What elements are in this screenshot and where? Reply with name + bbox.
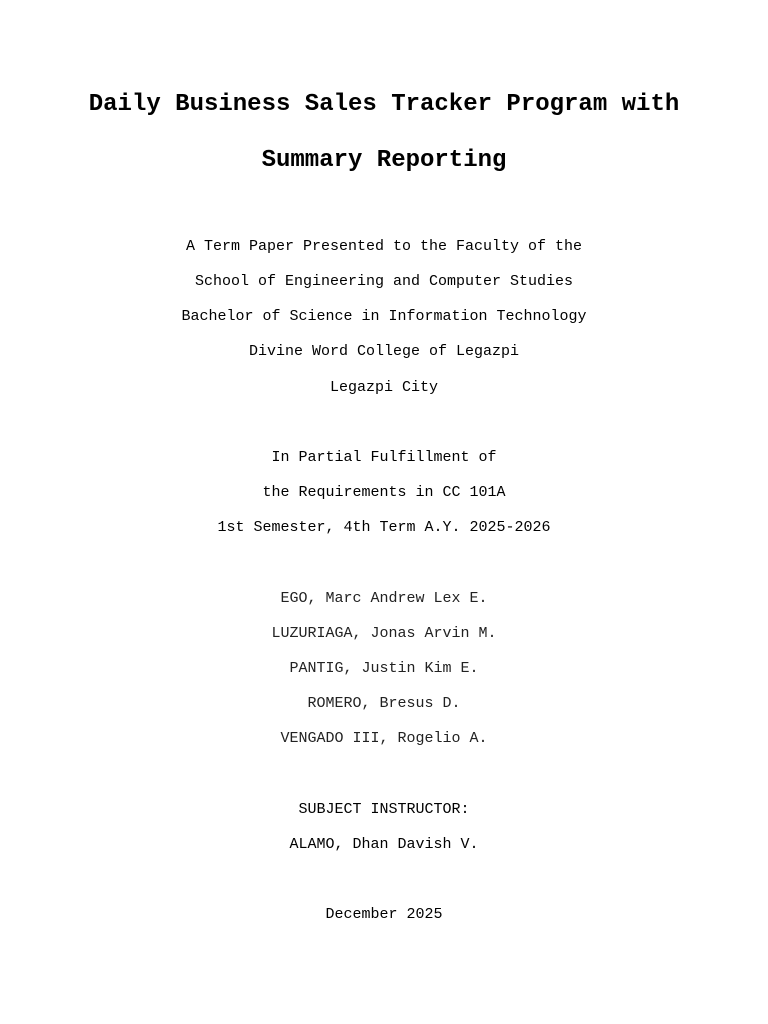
author-name: ROMERO, Bresus D.: [307, 695, 461, 712]
instructor-name: ALAMO, Dhan Davish V.: [289, 836, 479, 853]
instructor-label: SUBJECT INSTRUCTOR:: [298, 801, 470, 818]
fulfillment-line: In Partial Fulfillment of: [271, 449, 497, 466]
presentation-line: Legazpi City: [329, 379, 439, 396]
author-name: EGO, Marc Andrew Lex E.: [280, 590, 488, 607]
author-name: LUZURIAGA, Jonas Arvin M.: [271, 625, 497, 642]
fulfillment-line: 1st Semester, 4th Term A.Y. 2025-2026: [217, 519, 551, 536]
author-name: VENGADO III, Rogelio A.: [280, 730, 488, 747]
presentation-line: Bachelor of Science in Information Technology: [181, 308, 587, 325]
presentation-line: A Term Paper Presented to the Faculty of the: [185, 238, 583, 255]
presentation-line: School of Engineering and Computer Studies: [194, 273, 574, 290]
presentation-line: Divine Word College of Legazpi: [248, 343, 520, 360]
author-name: PANTIG, Justin Kim E.: [289, 660, 479, 677]
paper-title-line-1: Daily Business Sales Tracker Program with: [88, 91, 680, 118]
paper-title-line-2: Summary Reporting: [261, 147, 507, 174]
fulfillment-line: the Requirements in CC 101A: [262, 484, 506, 501]
submission-date: December 2025: [325, 906, 443, 923]
